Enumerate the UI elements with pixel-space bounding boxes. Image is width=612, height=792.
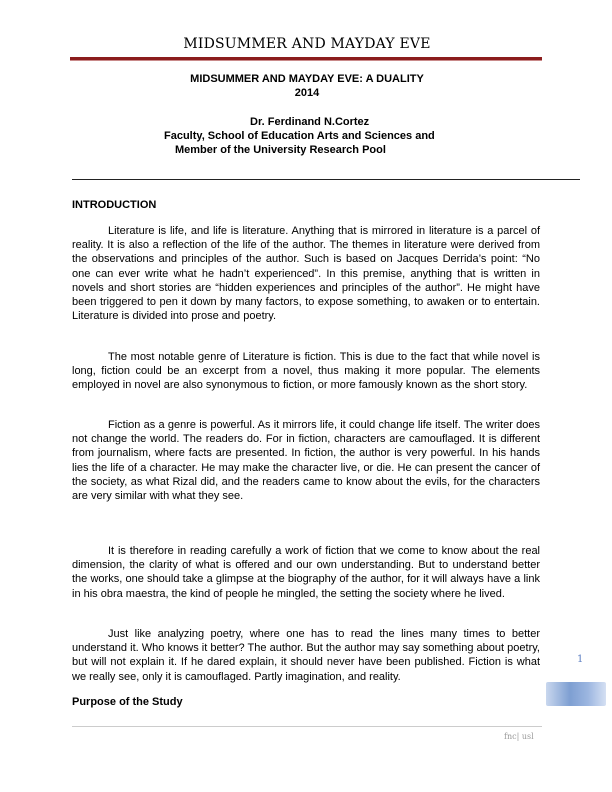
author-affiliation-line2: Member of the University Research Pool <box>175 144 386 156</box>
paragraph-5: Just like analyzing poetry, where one has to read the lines many times to better understand it. Who knows it better? The author. But the author may say something about poetry, but will not explain it. If he dared explain, it should never have been published. Fiction is what we really see, only it is camouflaged. Partly imagination, and reality. <box>72 628 540 683</box>
purpose-heading: Purpose of the Study <box>72 696 183 708</box>
author-affiliation-line1: Faculty, School of Education Arts and Sciences and <box>164 130 435 142</box>
paragraph-3: Fiction as a genre is powerful. As it mirrors life, it could change life itself. The writer does not change the world. The readers do. For in fiction, characters are camouflaged. It is different from journalism, where facts are presented. In fiction, the author is very powerful. In his hands lies the life of a character. He may make the character live, or die. He can present the cancer of the society, as what Rizal did, and the readers came to know about the evils, for the characters are very similar with what they see. <box>72 419 540 503</box>
page-tab-decoration <box>546 682 606 706</box>
introduction-heading: INTRODUCTION <box>72 199 157 211</box>
page-footer: fnc| usl <box>504 732 534 741</box>
paragraph-1: Literature is life, and life is literature. Anything that is mirrored in literature is a parcel of reality. It is also a reflection of the life of the author. The themes in literature were derived from the observations and principles of the author. Such is based on Jacques Derrida’s point: “No one can ever write what he hadn’t experienced”. In this premise, anything that is written in novels and short stories are “hidden experiences and principles of the author”. He might have been triggered to pen it down by many factors, to expose something, to awaken or to entertain. Literature is divided into prose and poetry. <box>72 225 540 323</box>
page-number: 1 <box>577 654 584 665</box>
header-rule <box>70 57 542 61</box>
title-divider <box>72 179 580 180</box>
author-name: Dr. Ferdinand N.Cortez <box>250 116 370 128</box>
document-title: MIDSUMMER AND MAYDAY EVE: A DUALITY <box>190 73 424 85</box>
paragraph-2: The most notable genre of Literature is fiction. This is due to the fact that while novel is long, fiction could be an excerpt from a novel, thus making it more popular. The elements employed in novel are also synonymous to fiction, or more famously known as the short story. <box>72 351 540 392</box>
document-year: 2014 <box>294 87 320 99</box>
running-header-title: MIDSUMMER AND MAYDAY EVE <box>183 36 431 52</box>
paragraph-4: It is therefore in reading carefully a work of fiction that we come to know about the real dimension, the clarity of what is offered and our own understanding. But to understand better the works, one should take a glimpse at the biography of the author, for it will always have a link in his obra maestra, the kind of people he mingled, the setting the society where he lived. <box>72 545 540 600</box>
footer-rule <box>72 726 542 727</box>
